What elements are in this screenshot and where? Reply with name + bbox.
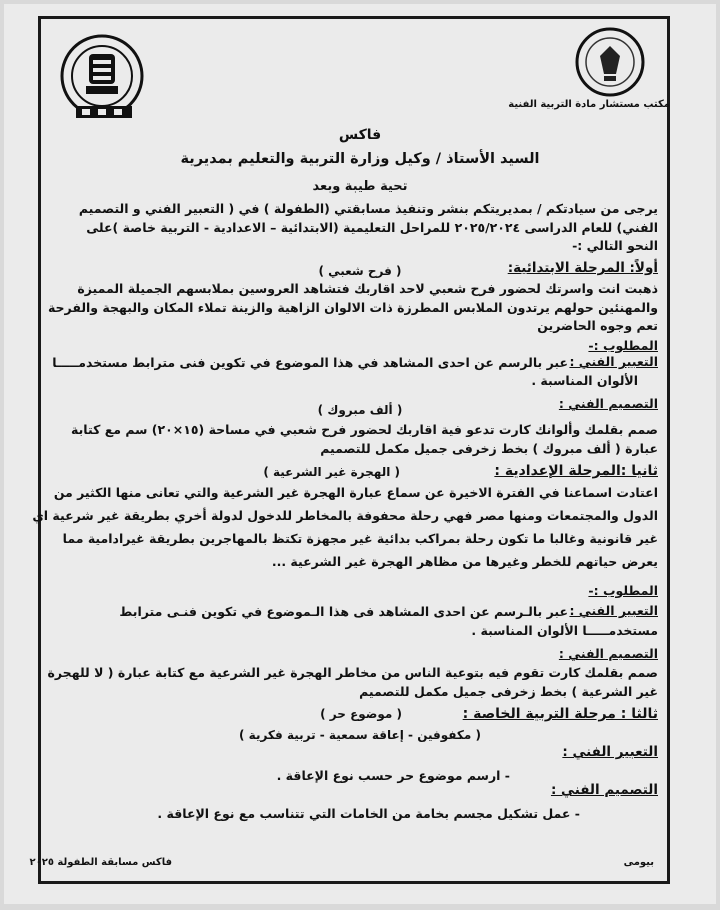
prep-design-line: غير الشرعية ) بخط زخرفى جميل مكمل للتصميم (359, 684, 658, 699)
primary-required-label: المطلوب :- (588, 338, 658, 353)
prep-design-line: صمم بقلمك كارت تقوم فيه بتوعية الناس من مخاطر الهجرة غير الشرعية مع كتابة عبارة ( لا للهجرة (47, 665, 658, 680)
primary-stage-heading: أولاً: المرحلة الابتدائية: (507, 260, 658, 276)
prep-design-label: التصميم الفني : (558, 646, 658, 661)
prep-topic: ( الهجرة غير الشرعية ) (263, 465, 400, 479)
prep-expression-text-cont: مستخدمـــــا الألوان المناسبة . (471, 623, 658, 638)
intro-line: النحو التالي :- (572, 238, 658, 253)
prep-stage-heading: ثانيا :المرحلة الإعدادية : (494, 463, 658, 479)
special-stage-heading: ثالثا : مرحلة التربية الخاصة : (462, 706, 658, 722)
special-design-label: التصميم الفني : (550, 782, 658, 798)
special-expression-text: - ارسم موضوع حر حسب نوع الإعاقة . (276, 768, 510, 783)
fax-title: فاكس (338, 127, 382, 143)
footer-title: فاكس مسابقة الطفولة ٢٠٢٥ (29, 857, 172, 868)
primary-design-label: التصميم الفني : (558, 396, 658, 411)
primary-paragraph-line: والمهنئين حولهم يرتدون الملابس المطرزة ذات الالوان الزاهية والزينة تملاء المكان والبهجة والفرحة (47, 300, 658, 315)
prep-required-label: المطلوب :- (588, 583, 658, 598)
primary-paragraph-line: ذهبت انت واسرتك لحضور فرح شعبي لاحد اقاربك فتشاهد العروسين بملابسهم الجميلة المميزة (77, 281, 658, 296)
special-topic: ( موضوع حر ) (320, 707, 402, 721)
special-expression-label: التعبير الفني : (562, 744, 658, 760)
office-label: مكتب مستشار مادة التربية الفنية (508, 99, 670, 110)
intro-line: الفني) للعام الدراسى ٢٠٢٥/٢٠٢٤ للمراحل التعليمية (الابتدائية – الاعدادية - التربية خاصة )على (86, 220, 658, 235)
primary-design-topic: ( ألف مبروك ) (317, 403, 403, 417)
greeting-line: تحية طيبة وبعد (312, 179, 408, 194)
primary-topic: ( فرح شعبي ) (318, 264, 402, 278)
special-categories: ( مكفوفين - إعاقة سمعية - تربية فكرية ) (239, 728, 481, 742)
special-design-text: - عمل تشكيل مجسم بخامة من الخامات التي تتناسب مع نوع الإعاقة . (157, 806, 580, 821)
footer-signature: بيومى (623, 857, 654, 868)
advisor-office-logo (56, 32, 154, 124)
primary-expression-text: عبر بالرسم عن احدى المشاهد في هذا الموضوع في تكوين فنى مترابط مستخدمـــــا (52, 355, 568, 370)
prep-paragraph-line: غير قانونية وغالبا ما تكون رحلة بمراكب بدائية غير مجهزة تكتظ بالمهاجرين بطريقة غيرادامية مما (62, 531, 658, 546)
addressee-line: السيد الأستاذ / وكيل وزارة التربية والتعليم بمديرية (180, 151, 540, 167)
prep-expression-text: عبر بالـرسم عن احدى المشاهد فى هذا الـموضوع في تكوين فنـى مترابط (119, 604, 568, 619)
prep-paragraph-line: اعتادت اسماعنا في الفترة الاخيرة عن سماع عبارة الهجرة غير الشرعية والتي تعانى منها الكثير من (53, 485, 658, 500)
primary-expression-label: التعبير الفني : (569, 354, 658, 369)
primary-design-line: صمم بقلمك وألوانك كارت تدعو فية اقاربك لحضور فرح شعبي في مساحة (١٥×٢٠) سم مع كتابة (71, 422, 658, 437)
prep-paragraph-line: يعرض حياتهم للخطر وغيرها من مظاهر الهجرة غير الشرعية ... (271, 554, 658, 569)
prep-expression-label: التعبير الفني : (569, 603, 658, 618)
intro-line: يرجى من سيادتكم / بمديريتكم بنشر وتنفيذ مسابقتي (الطفولة ) في ( التعبير الفني و التصميم (78, 201, 658, 216)
primary-paragraph-line: تعم وجوه الحاضرين (537, 318, 658, 333)
primary-design-line: عبارة ( ألف مبروك ) بخط زخرفى جميل مكمل للتصميم (320, 441, 658, 456)
primary-expression-text-cont: الألوان المناسبة . (531, 373, 638, 388)
prep-paragraph-line: الدول والمجتمعات ومنها مصر فهي رحلة محفوفة بالمخاطر للدخول لدولة أخري بطريقة غير شرعية اي (32, 508, 658, 523)
ministry-logo (574, 26, 646, 98)
